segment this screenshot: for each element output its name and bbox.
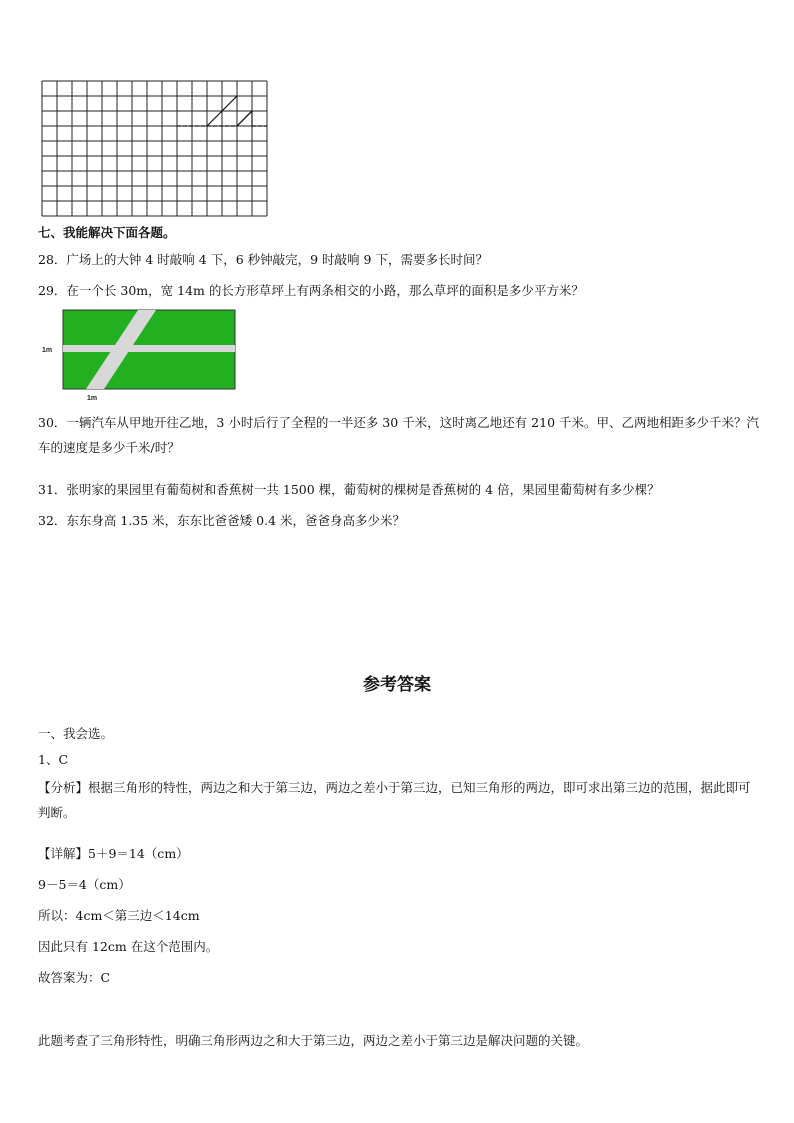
question-31: 31．张明家的果园里有葡萄树和香蕉树一共 1500 棵，葡萄树的棵树是香蕉树的 4 倍，果园里葡萄树有多少棵？ bbox=[38, 482, 660, 497]
answer-so: 所以：4cm＜第三边＜14cm bbox=[38, 908, 200, 923]
label-path-width-left: 1m bbox=[42, 347, 53, 354]
label-path-width-bottom: 1m bbox=[87, 395, 98, 401]
answers-heading: 参考答案 bbox=[363, 675, 431, 695]
question-29: 29．在一个长 30m，宽 14m 的长方形草坪上有两条相交的小路，那么草坪的面积是多少平方米？ bbox=[38, 283, 584, 298]
answer-therefore: 因此只有 12cm 在这个范围内。 bbox=[38, 939, 219, 954]
answers-section-1: 一、我会选。 bbox=[38, 726, 114, 741]
lawn-figure bbox=[40, 305, 250, 401]
answer-summary: 此题考查了三角形特性，明确三角形两边之和大于第三边，两边之差小于第三边是解决问题的关键。 bbox=[38, 1033, 589, 1048]
question-30: 30．一辆汽车从甲地开往乙地，3 小时后行了全程的一半还多 30 千米，这时离乙地还有 210 千米。甲、乙两地相距多少千米？汽车的速度是多少千米/时？ bbox=[38, 415, 759, 455]
question-32: 32．东东身高 1.35 米，东东比爸爸矮 0.4 米，爸爸身高多少米？ bbox=[38, 513, 406, 528]
answer-calc-2: 9－5＝4（cm） bbox=[38, 877, 131, 892]
answer-1: 1、C bbox=[38, 752, 69, 767]
question-28: 28．广场上的大钟 4 时敲响 4 下，6 秒钟敲完，9 时敲响 9 下，需要多长时间？ bbox=[38, 252, 488, 267]
answer-detail: 【详解】5＋9＝14（cm） bbox=[38, 846, 189, 861]
section-7-title: 七、我能解决下面各题。 bbox=[38, 225, 176, 240]
grid-figure bbox=[40, 79, 272, 221]
answer-analysis: 【分析】根据三角形的特性，两边之和大于第三边，两边之差小于第三边，已知三角形的两边，即可求出第三边的范围，据此即可判断。 bbox=[38, 780, 751, 820]
horizontal-path bbox=[63, 345, 235, 352]
answer-final: 故答案为：C bbox=[38, 970, 111, 985]
